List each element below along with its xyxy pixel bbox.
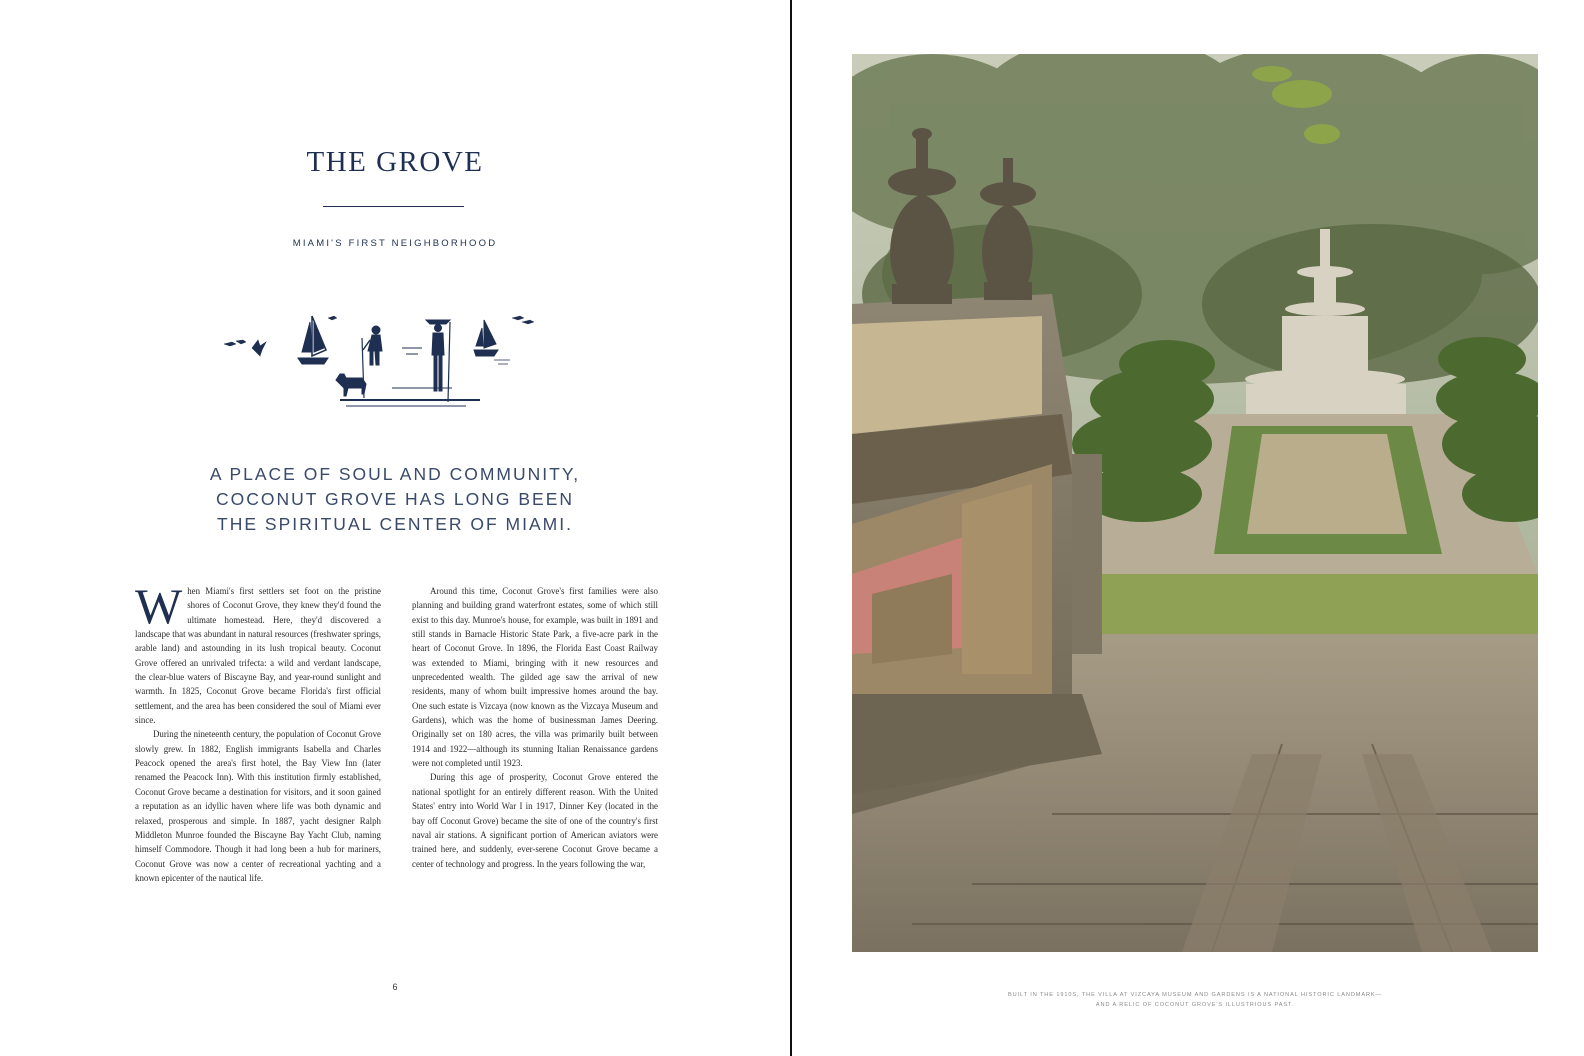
toile-scene-illustration-icon — [222, 308, 542, 412]
page-subtitle: MIAMI'S FIRST NEIGHBORHOOD — [292, 238, 498, 249]
page-number: 6 — [392, 982, 398, 992]
photo-caption — [960, 990, 1430, 1010]
body-paragraph: Around this time, Coconut Grove's first families were also planning and building grand waterfront estates, some of which still exist to this day. Munroe's house, for example, was built in 1891 and still stands in Barnacle Historic State Park, a five-acre park in the heart of Coconut Grove. In 1896, the Florida East Coast Railway was extended to Miami, bringing with it new resources and unprecedented wealth. The gilded age saw the arrival of new residents, many of whom built impressive homes around the bay. One such estate is Vizcaya (now known as the Vizcaya Museum and Gardens), which was the home of businessman James Deering. Originally set on 180 acres, the villa was primarily built between 1914 and 1922—although its stunning Italian Renaissance gardens were not completed until 1923. — [412, 586, 658, 769]
title-rule — [323, 206, 464, 207]
vizcaya-garden-photo-icon — [852, 54, 1538, 952]
body-paragraph: During this age of prosperity, Coconut Grove entered the national spotlight for an entirely different reason. With the United States' entry into World War I in 1917, Dinner Key (located in the bay off Coconut Grove) became the site of one of the country's first naval air stations. A significant portion of American aviators were trained here, and suddenly, ever-serene Coconut Grove became a center of technology and progress. In the years following the war, — [412, 772, 658, 869]
page-gutter — [790, 0, 792, 1056]
paragraph-text: hen Miami's first settlers set foot on the pristine shores of Coconut Grove, they knew they'd found the ultimate homestead. Here, they'd discovered a landscape that was abundant in natural resources (freshwater springs, arable land) and astounding in its lush tropical beauty. Coconut Grove offered an unrivaled trifecta: a wild and verdant landscape, the clear-blue waters of Biscayne Bay, and year-round sunlight and warmth. In 1825, Coconut Grove became Florida's first official settlement, and the area has been considered the soul of Miami ever since. — [135, 586, 381, 726]
body-paragraph — [135, 578, 381, 727]
caption-line: AND A RELIC OF COCONUT GROVE'S ILLUSTRIOUS PAST. — [1095, 1002, 1295, 1008]
body-column-2 — [412, 584, 658, 871]
body-paragraph: During the nineteenth century, the population of Coconut Grove slowly grew. In 1882, English immigrants Isabella and Charles Peacock opened the area's first hotel, the Bay View Inn (later renamed the Peacock Inn). With this institution firmly established, Coconut Grove became a destination for visitors, and it soon gained a reputation as an idyllic haven where life was both dynamic and relaxed, prosperous and simple. In 1887, yacht designer Ralph Middleton Munroe founded the Biscayne Bay Yacht Club, naming himself Commodore. Though it had long been a hub for mariners, Coconut Grove was now a center of recreational yachting and a known epicenter of the nautical life. — [135, 729, 381, 883]
body-column-1 — [135, 578, 381, 885]
pull-quote-line: THE SPIRITUAL CENTER OF MIAMI. — [217, 514, 573, 534]
drop-cap: W — [135, 578, 183, 634]
page-title: THE GROVE — [306, 146, 484, 178]
pull-quote-line: COCONUT GROVE HAS LONG BEEN — [215, 489, 575, 509]
pull-quote-line: A PLACE OF SOUL AND COMMUNITY, — [209, 464, 581, 484]
pull-quote — [180, 462, 610, 537]
caption-line: BUILT IN THE 1910S, THE VILLA AT VIZCAYA MUSEUM AND GARDENS IS A NATIONAL HISTORIC LANDMARK— — [1007, 992, 1383, 998]
